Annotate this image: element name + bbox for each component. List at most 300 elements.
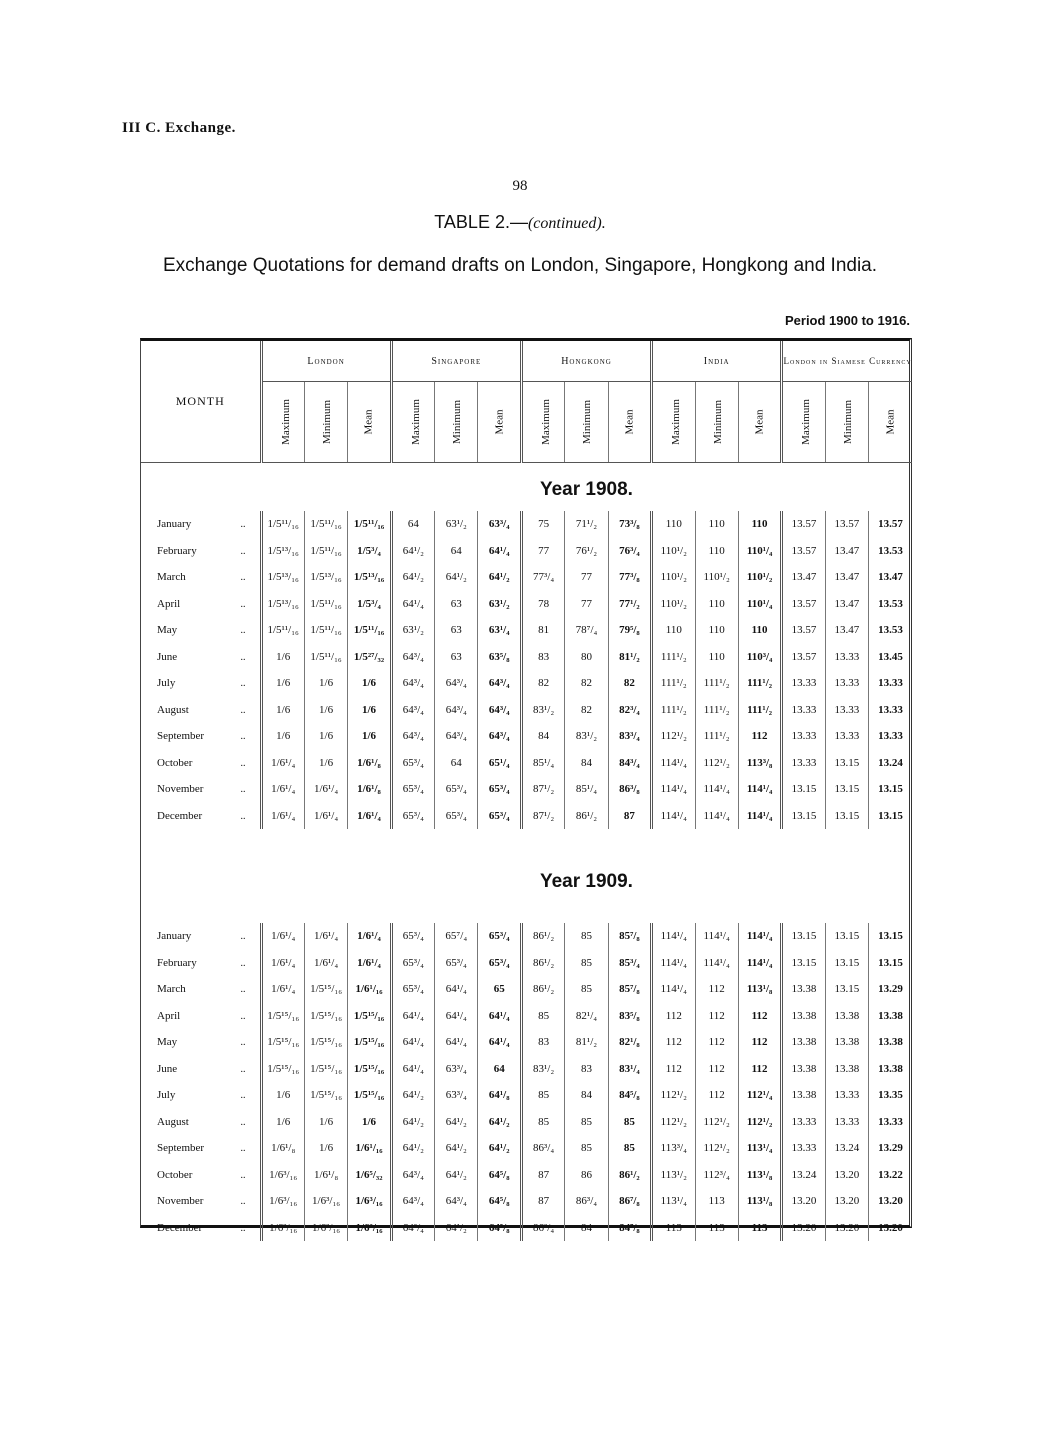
table-cell: 82 [565, 697, 608, 724]
table-cell: 85¹/₄ [521, 750, 564, 777]
table-cell: 1/5¹³/₁₆ [348, 564, 391, 591]
table-cell: 1/5¹³/₁₆ [261, 591, 304, 618]
year-1908-label: Year 1908. [539, 479, 633, 500]
table-cell: 113 [738, 1215, 781, 1242]
table-cell: 1/6⁵/₃₂ [348, 1162, 391, 1189]
table-cell: 64³/₄ [478, 697, 521, 724]
table-cell: 63³/₄ [478, 511, 521, 538]
month-label: July [157, 677, 176, 690]
table-cell: 87 [521, 1188, 564, 1215]
month-cell [141, 803, 261, 830]
table-cell: 64³/₄ [435, 1188, 478, 1215]
table-cell: 113³/₄ [652, 1135, 695, 1162]
table-cell: 1/5¹¹/₁₆ [304, 644, 347, 671]
table-cell: 13.47 [782, 564, 825, 591]
table-row [141, 1188, 912, 1215]
table-cell: 112 [695, 1003, 738, 1030]
month-label: January [157, 518, 192, 531]
table-cell: 1/5¹³/₁₆ [261, 564, 304, 591]
table-cell: 1/5³/₄ [348, 591, 391, 618]
table-cell: 13.35 [869, 1082, 912, 1109]
table-cell: 13.47 [825, 617, 868, 644]
table-cell: 85³/₄ [608, 950, 651, 977]
table-cell: 1/6¹/₄ [304, 950, 347, 977]
table-cell: 110 [652, 511, 695, 538]
sub-header-label: Mean [362, 409, 375, 435]
table-cell: 111¹/₂ [652, 670, 695, 697]
year-1908-row [141, 463, 912, 506]
month-label: November [157, 1195, 204, 1208]
table-cell: 1/6³/₁₆ [261, 1162, 304, 1189]
table-cell: 85 [608, 1135, 651, 1162]
table-cell: 1/6 [261, 644, 304, 671]
table-cell: 110 [695, 644, 738, 671]
table-cell: 111¹/₂ [738, 670, 781, 697]
table-cell: 85 [521, 1003, 564, 1030]
table-cell: 1/5¹³/₁₆ [261, 538, 304, 565]
table-cell: 86¹/₂ [521, 950, 564, 977]
table-cell: 77 [565, 591, 608, 618]
table-cell: 85 [565, 976, 608, 1003]
table-cell: 82¹/₈ [608, 1029, 651, 1056]
table-cell: 13.15 [869, 950, 912, 977]
table-cell: 86¹/₂ [521, 923, 564, 950]
table-cell: 1/5¹⁵/₁₆ [304, 1082, 347, 1109]
table-cell: 113³/₈ [738, 750, 781, 777]
table-cell: 65³/₄ [478, 950, 521, 977]
table-cell: 1/6 [348, 670, 391, 697]
sub-header-0-0 [261, 382, 304, 463]
table-cell: 110¹/₂ [738, 564, 781, 591]
sub-header-label: Maximum [800, 399, 813, 445]
month-cell [141, 923, 261, 950]
table-cell: 112 [652, 1003, 695, 1030]
leader-dots: .. [240, 1169, 246, 1181]
table-cell: 113¹/₈ [738, 1188, 781, 1215]
month-label: November [157, 783, 204, 796]
table-cell: 1/5¹¹/₁₆ [348, 617, 391, 644]
table-cell: 63¹/₂ [391, 617, 434, 644]
table-row [141, 591, 912, 618]
table-cell: 85 [565, 1109, 608, 1136]
sub-header-1-0 [391, 382, 434, 463]
sub-header-3-0 [652, 382, 695, 463]
table-cell: 64¹/₄ [478, 1003, 521, 1030]
table-cell: 112 [738, 1056, 781, 1083]
table-cell: 64¹/₂ [478, 1109, 521, 1136]
table-row [141, 776, 912, 803]
table-cell: 13.15 [782, 923, 825, 950]
table-cell: 65³/₄ [391, 923, 434, 950]
sub-header-4-2 [869, 382, 912, 463]
table-cell: 77³/₈ [608, 564, 651, 591]
table-cell: 85 [565, 950, 608, 977]
table-cell: 113¹/₂ [652, 1162, 695, 1189]
table-cell: 112 [652, 1029, 695, 1056]
table-cell: 113¹/₄ [738, 1135, 781, 1162]
table-cell: 86¹/₂ [565, 803, 608, 830]
table-cell: 113¹/₄ [652, 1188, 695, 1215]
table-cell: 13.53 [869, 617, 912, 644]
month-label: October [157, 1168, 193, 1181]
table-cell: 13.33 [825, 723, 868, 750]
year-1909-row [141, 855, 912, 897]
table-cell: 13.57 [782, 644, 825, 671]
table-cell: 1/6 [261, 697, 304, 724]
month-cell [141, 697, 261, 724]
month-cell [141, 670, 261, 697]
table-cell: 1/5¹⁵/₁₆ [261, 1029, 304, 1056]
year-1909-label: Year 1909. [539, 871, 633, 892]
table-cell: 86⁷/₈ [608, 1188, 651, 1215]
sub-header-label: Minimum [841, 399, 854, 445]
table-cell: 64¹/₂ [435, 1109, 478, 1136]
table-row [141, 1082, 912, 1109]
table-row [141, 803, 912, 830]
table-cell: 110 [738, 511, 781, 538]
month-label: August [157, 1115, 189, 1128]
table-cell: 13.15 [869, 923, 912, 950]
table-cell: 64¹/₈ [478, 1082, 521, 1109]
leader-dots: .. [240, 598, 246, 610]
table-cell: 110¹/₄ [738, 591, 781, 618]
month-label: July [157, 1089, 176, 1102]
table-cell: 64¹/₄ [435, 976, 478, 1003]
table-cell: 112¹/₂ [695, 750, 738, 777]
period-label: Period 1900 to 1916. [784, 313, 910, 328]
month-label: September [157, 730, 205, 743]
table-cell: 1/6¹/₄ [261, 976, 304, 1003]
table-cell: 86¹/₂ [608, 1162, 651, 1189]
sub-header-label: Minimum [581, 399, 594, 445]
table-cell: 1/5¹⁵/₁₆ [261, 1056, 304, 1083]
table-cell: 64³/₄ [391, 670, 434, 697]
table-cell: 1/6¹/₈ [348, 750, 391, 777]
table-cell: 1/6¹/₄ [304, 776, 347, 803]
table-cell: 1/6³/₁₆ [304, 1215, 347, 1242]
table-cell: 13.15 [825, 950, 868, 977]
table-cell: 84 [565, 1215, 608, 1242]
table-cell: 110¹/₂ [695, 564, 738, 591]
table-cell: 73³/₈ [608, 511, 651, 538]
table-cell: 85⁷/₈ [608, 976, 651, 1003]
table-cell: 1/6¹/₄ [348, 923, 391, 950]
sub-header-0-2 [348, 382, 391, 463]
table-cell: 64³/₄ [391, 723, 434, 750]
month-cell [141, 750, 261, 777]
table-cell: 77³/₄ [521, 564, 564, 591]
table-cell: 13.38 [782, 1029, 825, 1056]
table-cell: 64 [435, 750, 478, 777]
table-cell: 1/6¹/₄ [304, 803, 347, 830]
month-label: April [157, 597, 181, 610]
table-cell: 1/6 [304, 670, 347, 697]
table-cell: 64¹/₄ [478, 538, 521, 565]
table-cell: 81¹/₂ [565, 1029, 608, 1056]
table-cell: 1/5¹⁵/₁₆ [304, 976, 347, 1003]
table-cell: 79⁵/₈ [608, 617, 651, 644]
table-cell: 82 [608, 670, 651, 697]
table-cell: 63 [435, 591, 478, 618]
table-cell: 1/6¹/₁₆ [348, 976, 391, 1003]
table-cell: 114¹/₄ [695, 950, 738, 977]
table-cell: 1/6³/₁₆ [348, 1215, 391, 1242]
table-cell: 1/6 [261, 1082, 304, 1109]
table-cell: 111¹/₂ [695, 697, 738, 724]
leader-dots: .. [240, 545, 246, 557]
table-cell: 13.53 [869, 591, 912, 618]
table-cell: 86¹/₂ [521, 976, 564, 1003]
table-cell: 82¹/₄ [565, 1003, 608, 1030]
table-cell: 1/5¹¹/₁₆ [261, 511, 304, 538]
table-cell: 63¹/₄ [478, 617, 521, 644]
table-cell: 111¹/₂ [695, 723, 738, 750]
table-cell: 83¹/₂ [521, 1056, 564, 1083]
table-cell: 13.38 [825, 1056, 868, 1083]
table-cell: 1/5¹⁵/₁₆ [348, 1029, 391, 1056]
table-cell: 65³/₄ [391, 803, 434, 830]
table-cell: 13.57 [869, 511, 912, 538]
month-label: April [157, 1009, 181, 1022]
table-cell: 110¹/₄ [738, 538, 781, 565]
month-label: June [157, 1062, 178, 1075]
table-cell: 13.33 [869, 723, 912, 750]
table-cell: 13.47 [825, 538, 868, 565]
table-cell: 1/5¹¹/₁₆ [304, 538, 347, 565]
table-cell: 13.57 [782, 591, 825, 618]
table-cell: 85 [565, 923, 608, 950]
table-row [141, 1056, 912, 1083]
sub-header-label: Mean [884, 409, 897, 435]
table-cell: 85 [608, 1109, 651, 1136]
table-cell: 112¹/₂ [652, 1109, 695, 1136]
table-cell: 13.29 [869, 976, 912, 1003]
table-cell: 80 [565, 644, 608, 671]
table-cell: 112 [738, 723, 781, 750]
month-cell [141, 617, 261, 644]
month-cell [141, 1188, 261, 1215]
table-cell: 84⁷/₈ [608, 1215, 651, 1242]
table-cell: 112¹/₂ [695, 1109, 738, 1136]
table-cell: 113¹/₈ [738, 976, 781, 1003]
month-label: May [157, 1036, 178, 1049]
table-cell: 110 [652, 617, 695, 644]
sub-header-2-0 [521, 382, 564, 463]
table-cell: 1/6¹/₄ [261, 803, 304, 830]
table-cell: 13.20 [782, 1215, 825, 1242]
month-cell [141, 776, 261, 803]
month-cell [141, 950, 261, 977]
table-cell: 114¹/₄ [652, 776, 695, 803]
table-cell: 111¹/₂ [652, 697, 695, 724]
table-cell: 83³/₄ [608, 723, 651, 750]
table-cell: 64¹/₄ [478, 1029, 521, 1056]
table-cell: 64¹/₄ [391, 1056, 434, 1083]
table-cell: 86³/₄ [521, 1135, 564, 1162]
table-row [141, 1029, 912, 1056]
month-label: May [157, 624, 178, 637]
leader-dots: .. [240, 757, 246, 769]
sub-header-label: Maximum [670, 399, 683, 445]
table-cell: 1/5¹⁵/₁₆ [304, 1029, 347, 1056]
table-cell: 1/6 [261, 670, 304, 697]
table-cell: 64¹/₄ [391, 1003, 434, 1030]
table-cell: 1/6³/₁₆ [348, 1188, 391, 1215]
table-cell: 112³/₄ [695, 1162, 738, 1189]
table-cell: 13.20 [869, 1188, 912, 1215]
table-cell: 1/6¹/₈ [348, 776, 391, 803]
table-cell: 64 [478, 1056, 521, 1083]
month-cell [141, 1162, 261, 1189]
table-cell: 13.45 [869, 644, 912, 671]
table-cell: 1/6 [261, 723, 304, 750]
table-cell: 112 [695, 1056, 738, 1083]
sub-header-1-1 [435, 382, 478, 463]
table-cell: 82 [521, 670, 564, 697]
table-row [141, 976, 912, 1003]
table-cell: 13.47 [869, 564, 912, 591]
exchange-table [141, 341, 912, 1241]
table-cell: 13.15 [782, 950, 825, 977]
table-cell: 1/6 [348, 697, 391, 724]
month-cell [141, 1135, 261, 1162]
table-cell: 13.24 [825, 1135, 868, 1162]
table-row [141, 697, 912, 724]
table-cell: 1/5³/₄ [348, 538, 391, 565]
table-cell: 13.20 [782, 1188, 825, 1215]
table-cell: 83¹/₂ [521, 697, 564, 724]
sub-header-label: Minimum [320, 399, 333, 445]
table-cell: 81 [521, 617, 564, 644]
table-cell: 13.38 [825, 1029, 868, 1056]
table-cell: 1/6¹/₄ [261, 776, 304, 803]
table-cell: 13.15 [825, 750, 868, 777]
table-cell: 64¹/₄ [435, 1003, 478, 1030]
table-cell: 13.20 [825, 1162, 868, 1189]
leader-dots: .. [240, 810, 246, 822]
table-cell: 13.20 [825, 1188, 868, 1215]
leader-dots: .. [240, 957, 246, 969]
table-cell: 1/5¹¹/₁₆ [304, 511, 347, 538]
table-cell: 110³/₄ [738, 644, 781, 671]
table-cell: 64 [391, 511, 434, 538]
table-cell: 1/6³/₁₆ [261, 1215, 304, 1242]
month-label: September [157, 1142, 205, 1155]
table-cell: 1/6³/₁₆ [304, 1188, 347, 1215]
table-cell: 86³/₄ [521, 1215, 564, 1242]
table-cell: 64³/₄ [435, 697, 478, 724]
table-cell: 112 [738, 1003, 781, 1030]
table-cell: 13.24 [782, 1162, 825, 1189]
table-cell: 64¹/₂ [391, 1135, 434, 1162]
table-cell: 76¹/₂ [565, 538, 608, 565]
table-cell: 1/6¹/₄ [261, 950, 304, 977]
table-cell: 13.15 [825, 976, 868, 1003]
table-cell: 114¹/₄ [652, 950, 695, 977]
table-cell: 81¹/₂ [608, 644, 651, 671]
table-cell: 111¹/₂ [738, 697, 781, 724]
table-cell: 65³/₄ [391, 776, 434, 803]
table-cell: 64³/₄ [391, 1162, 434, 1189]
table-cell: 65 [478, 976, 521, 1003]
table-cell: 85 [521, 1082, 564, 1109]
month-cell [141, 644, 261, 671]
table-cell: 13.15 [782, 776, 825, 803]
group-london-siamese: London in Siamese Currency [782, 341, 912, 382]
table-cell: 82 [565, 670, 608, 697]
table-cell: 1/6¹/₄ [261, 923, 304, 950]
month-label: February [157, 956, 197, 969]
table-cell: 64³/₄ [435, 723, 478, 750]
table-row [141, 950, 912, 977]
month-label: December [157, 1221, 203, 1234]
table-cell: 114¹/₄ [695, 923, 738, 950]
table-cell: 13.57 [782, 617, 825, 644]
table-cell: 64¹/₂ [478, 1135, 521, 1162]
table-cell: 114¹/₄ [695, 803, 738, 830]
table-cell: 64⁵/₈ [478, 1162, 521, 1189]
table-cell: 77 [565, 564, 608, 591]
month-cell [141, 723, 261, 750]
table-cell: 13.38 [782, 1003, 825, 1030]
table-cell: 64¹/₄ [391, 591, 434, 618]
table-cell: 112¹/₂ [738, 1109, 781, 1136]
group-header-row [141, 341, 912, 382]
table-row [141, 750, 912, 777]
group-london: London [261, 341, 391, 382]
table-cell: 65¹/₄ [478, 750, 521, 777]
table-cell: 1/5¹⁵/₁₆ [304, 1056, 347, 1083]
table-row [141, 511, 912, 538]
table-cell: 63³/₄ [435, 1082, 478, 1109]
table-cell: 65³/₄ [391, 950, 434, 977]
table-cell: 13.33 [869, 697, 912, 724]
table-cell: 64⁵/₈ [478, 1215, 521, 1242]
table-row [141, 923, 912, 950]
table-cell: 1/5¹⁵/₁₆ [348, 1003, 391, 1030]
table-caption: Exchange Quotations for demand drafts on London, Singapore, Hongkong and India. [162, 255, 878, 276]
table-cell: 110¹/₂ [652, 564, 695, 591]
leader-dots: .. [240, 572, 246, 583]
table-cell: 1/5¹³/₁₆ [304, 564, 347, 591]
table-cell: 13.33 [782, 750, 825, 777]
sub-header-label: Mean [493, 409, 506, 435]
table-cell: 1/6¹/₄ [261, 750, 304, 777]
table-row [141, 538, 912, 565]
leader-dots: .. [240, 1116, 246, 1128]
table-cell: 83¹/₂ [565, 723, 608, 750]
table-cell: 110¹/₂ [652, 591, 695, 618]
group-hongkong: Hongkong [521, 341, 651, 382]
leader-dots: .. [240, 731, 246, 742]
table-cell: 83 [521, 1029, 564, 1056]
table-cell: 1/5¹⁵/₁₆ [348, 1082, 391, 1109]
table-cell: 64³/₄ [391, 1188, 434, 1215]
table-cell: 13.57 [825, 511, 868, 538]
table-cell: 13.38 [869, 1029, 912, 1056]
table-cell: 78⁷/₄ [565, 617, 608, 644]
table-cell: 13.33 [782, 697, 825, 724]
sub-header-3-2 [738, 382, 781, 463]
month-cell [141, 1082, 261, 1109]
table-cell: 83¹/₄ [608, 1056, 651, 1083]
group-india: India [652, 341, 782, 382]
table-cell: 13.38 [869, 1003, 912, 1030]
table-cell: 85 [521, 1109, 564, 1136]
table-cell: 64³/₄ [435, 670, 478, 697]
table-cell: 64¹/₂ [391, 538, 434, 565]
table-cell: 1/5¹⁵/₁₆ [348, 1056, 391, 1083]
